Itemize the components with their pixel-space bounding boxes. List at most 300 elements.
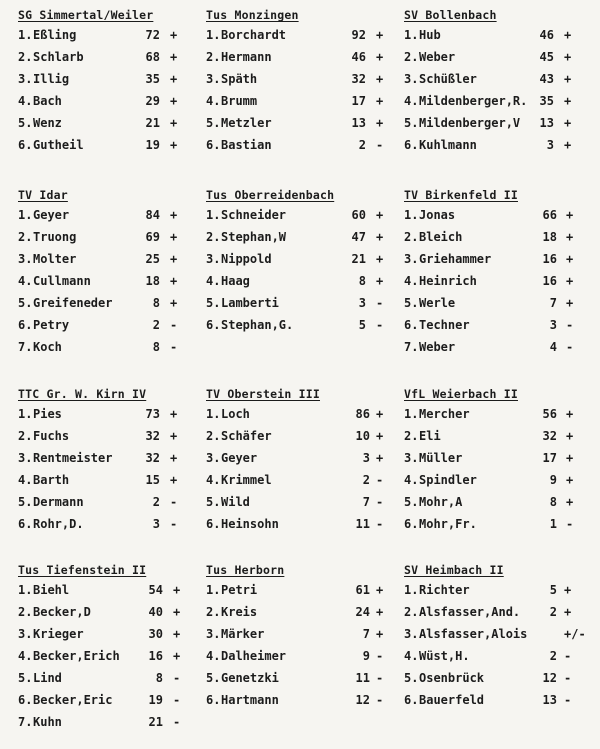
player-rank: 4.: [404, 274, 419, 288]
player-row: [404, 495, 594, 517]
player-score: 11: [355, 517, 370, 531]
player-row: [404, 94, 594, 116]
player-rank: 7.: [404, 340, 419, 354]
player-score: 5: [549, 583, 557, 597]
player-sign: +: [170, 72, 178, 86]
player-score: 8: [155, 671, 163, 685]
player-rank: 3.: [404, 72, 419, 86]
player-score: 43: [539, 72, 554, 86]
player-score: 2: [362, 473, 370, 487]
player-name: Müller: [419, 451, 463, 465]
player-rank: 2.: [206, 230, 221, 244]
player-row: [206, 649, 396, 671]
player-name: Brumm: [221, 94, 258, 108]
player-rank: 4.: [18, 94, 33, 108]
player-row: [206, 116, 396, 138]
player-sign: -: [376, 671, 384, 685]
player-name: Genetzki: [221, 671, 279, 685]
player-row: [18, 340, 208, 362]
player-rank: 3.: [404, 451, 419, 465]
player-name: Greifeneder: [33, 296, 113, 310]
player-sign: -: [376, 138, 384, 152]
player-score: 8: [152, 296, 160, 310]
player-sign: +: [376, 230, 384, 244]
player-sign: +: [564, 583, 572, 597]
player-rank: 1.: [404, 28, 419, 42]
player-score: 7: [362, 495, 370, 509]
player-score: 40: [148, 605, 163, 619]
player-name: Werle: [419, 296, 456, 310]
player-row: [18, 605, 208, 627]
player-name: Becker,Erich: [33, 649, 120, 663]
player-name: Metzler: [221, 116, 272, 130]
team-block: [18, 563, 208, 737]
player-row: [206, 473, 396, 495]
player-name: Eßling: [33, 28, 77, 42]
player-sign: +: [566, 451, 574, 465]
player-sign: +: [376, 429, 384, 443]
player-row: [18, 296, 208, 318]
player-score: 2: [152, 495, 160, 509]
player-row: [404, 407, 594, 429]
player-score: 12: [355, 693, 370, 707]
team-block: [404, 563, 594, 715]
player-name: Richter: [419, 583, 470, 597]
player-name: Bach: [33, 94, 62, 108]
team-block: [404, 8, 594, 160]
player-name: Illig: [33, 72, 70, 86]
player-row: [404, 208, 594, 230]
player-score: 9: [549, 473, 557, 487]
player-name: Spindler: [419, 473, 477, 487]
player-row: [206, 693, 396, 715]
player-rank: 4.: [404, 649, 419, 663]
player-row: [404, 318, 594, 340]
player-name: Mildenberger,V: [419, 116, 521, 130]
player-score: 11: [355, 671, 370, 685]
player-rank: 4.: [206, 473, 221, 487]
player-row: [404, 693, 594, 715]
player-rank: 1.: [404, 208, 419, 222]
player-name: Becker,D: [33, 605, 91, 619]
player-sign: -: [376, 517, 384, 531]
player-row: [404, 138, 594, 160]
player-rank: 6.: [18, 693, 33, 707]
player-rank: 1.: [18, 208, 33, 222]
player-sign: +: [173, 649, 181, 663]
player-row: [18, 72, 208, 94]
player-sign: -: [376, 693, 384, 707]
player-sign: +: [376, 605, 384, 619]
player-rank: 6.: [404, 138, 419, 152]
player-sign: +: [566, 230, 574, 244]
player-rank: 5.: [206, 296, 221, 310]
player-rank: 6.: [404, 693, 419, 707]
player-score: 46: [539, 28, 554, 42]
player-rank: 2.: [404, 230, 419, 244]
player-sign: +: [173, 627, 181, 641]
player-sign: +: [564, 72, 572, 86]
player-score: 4: [549, 340, 557, 354]
player-score: 13: [539, 116, 554, 130]
player-row: [18, 50, 208, 72]
player-rank: 2.: [404, 429, 419, 443]
player-name: Schäfer: [221, 429, 272, 443]
player-sign: -: [170, 517, 178, 531]
player-name: Petry: [33, 318, 70, 332]
player-rank: 4.: [404, 473, 419, 487]
player-score: 86: [355, 407, 370, 421]
player-rank: 3.: [206, 627, 221, 641]
player-name: Kreis: [221, 605, 258, 619]
player-sign: +: [170, 138, 178, 152]
player-row: [18, 583, 208, 605]
player-name: Hub: [419, 28, 441, 42]
team-block: [206, 8, 396, 160]
player-name: Wenz: [33, 116, 62, 130]
player-name: Lamberti: [221, 296, 279, 310]
player-sign: +: [566, 473, 574, 487]
player-name: Petri: [221, 583, 258, 597]
player-score: 60: [351, 208, 366, 222]
player-rank: 5.: [206, 671, 221, 685]
player-score: 69: [145, 230, 160, 244]
team-block: [206, 188, 396, 340]
player-row: [206, 252, 396, 274]
team-name: SV Bollenbach: [404, 8, 497, 22]
player-name: Alsfasser,Alois: [419, 627, 528, 641]
player-name: Hartmann: [221, 693, 279, 707]
player-name: Cullmann: [33, 274, 91, 288]
player-rank: 5.: [18, 671, 33, 685]
player-score: 92: [351, 28, 366, 42]
player-rank: 3.: [18, 627, 33, 641]
player-score: 7: [549, 296, 557, 310]
player-name: Krimmel: [221, 473, 272, 487]
player-rank: 5.: [18, 116, 33, 130]
player-score: 18: [145, 274, 160, 288]
player-name: Fuchs: [33, 429, 70, 443]
player-name: Geyer: [33, 208, 70, 222]
player-name: Truong: [33, 230, 77, 244]
team-block: [206, 563, 396, 715]
player-rank: 1.: [206, 28, 221, 42]
team-block: [18, 8, 208, 160]
player-sign: -: [170, 318, 178, 332]
player-name: Becker,Eric: [33, 693, 113, 707]
player-rank: 4.: [404, 94, 419, 108]
player-rank: 2.: [18, 605, 33, 619]
player-score: 15: [145, 473, 160, 487]
player-sign: +: [376, 208, 384, 222]
player-sign: +: [170, 116, 178, 130]
player-name: Heinsohn: [221, 517, 279, 531]
player-score: 18: [542, 230, 557, 244]
player-name: Stephan,W: [221, 230, 287, 244]
player-row: [206, 138, 396, 160]
player-score: 54: [148, 583, 163, 597]
player-row: [18, 693, 208, 715]
player-sign: -: [564, 649, 572, 663]
player-row: [404, 28, 594, 50]
player-score: 66: [542, 208, 557, 222]
player-row: [404, 473, 594, 495]
player-rank: 2.: [206, 605, 221, 619]
player-rank: 3.: [206, 252, 221, 266]
player-rank: 5.: [206, 116, 221, 130]
player-row: [18, 138, 208, 160]
player-sign: -: [376, 473, 384, 487]
player-score: 32: [145, 451, 160, 465]
player-rank: 1.: [206, 407, 221, 421]
player-name: Geyer: [221, 451, 258, 465]
player-sign: +: [170, 407, 178, 421]
player-score: 2: [549, 649, 557, 663]
player-score: 32: [542, 429, 557, 443]
player-sign: +: [376, 252, 384, 266]
player-row: [206, 318, 396, 340]
player-rank: 4.: [206, 274, 221, 288]
team-block: [18, 188, 208, 362]
player-rank: 3.: [404, 627, 419, 641]
player-name: Barth: [33, 473, 70, 487]
player-score: 8: [358, 274, 366, 288]
player-score: 29: [145, 94, 160, 108]
player-sign: +: [566, 208, 574, 222]
player-name: Jonas: [419, 208, 456, 222]
player-score: 1: [549, 517, 557, 531]
player-name: Dermann: [33, 495, 84, 509]
player-row: [18, 627, 208, 649]
player-name: Dalheimer: [221, 649, 287, 663]
player-score: 13: [542, 693, 557, 707]
player-row: [404, 230, 594, 252]
player-name: Haag: [221, 274, 250, 288]
player-rank: 2.: [18, 230, 33, 244]
player-name: Rentmeister: [33, 451, 113, 465]
player-score: 84: [145, 208, 160, 222]
player-row: [404, 50, 594, 72]
player-name: Mohr,Fr.: [419, 517, 477, 531]
player-rank: 2.: [404, 50, 419, 64]
player-rank: 5.: [18, 296, 33, 310]
team-name: SG Simmertal/Weiler: [18, 8, 154, 22]
player-score: 16: [542, 274, 557, 288]
player-score: 25: [145, 252, 160, 266]
player-sign: +: [170, 50, 178, 64]
player-row: [206, 50, 396, 72]
player-sign: -: [564, 671, 572, 685]
player-score: 3: [546, 138, 554, 152]
player-name: Bauerfeld: [419, 693, 485, 707]
player-name: Hermann: [221, 50, 272, 64]
player-rank: 5.: [404, 495, 419, 509]
player-name: Eli: [419, 429, 441, 443]
player-name: Mercher: [419, 407, 470, 421]
player-sign: -: [170, 495, 178, 509]
player-score: 8: [549, 495, 557, 509]
team-name: TTC Gr. W. Kirn IV: [18, 387, 147, 401]
player-sign: +: [170, 451, 178, 465]
player-row: [18, 649, 208, 671]
player-score: 2: [152, 318, 160, 332]
player-name: Borchardt: [221, 28, 287, 42]
player-name: Märker: [221, 627, 265, 641]
player-score: 3: [358, 296, 366, 310]
player-score: 30: [148, 627, 163, 641]
team-name: Tus Herborn: [206, 563, 285, 577]
player-row: [404, 605, 594, 627]
player-rank: 1.: [404, 407, 419, 421]
player-rank: 1.: [18, 583, 33, 597]
player-name: Krieger: [33, 627, 84, 641]
player-score: 61: [355, 583, 370, 597]
player-score: 21: [145, 116, 160, 130]
player-score: 72: [145, 28, 160, 42]
player-sign: +: [170, 94, 178, 108]
player-score: 17: [351, 94, 366, 108]
player-rank: 4.: [18, 274, 33, 288]
player-rank: 1.: [206, 208, 221, 222]
player-row: [404, 649, 594, 671]
player-rank: 2.: [206, 429, 221, 443]
player-score: 17: [542, 451, 557, 465]
player-score: 56: [542, 407, 557, 421]
team-name: TV Birkenfeld II: [404, 188, 518, 202]
player-rank: 3.: [18, 252, 33, 266]
player-score: 32: [145, 429, 160, 443]
player-row: [206, 230, 396, 252]
player-rank: 5.: [404, 296, 419, 310]
player-rank: 6.: [18, 138, 33, 152]
player-sign: +: [170, 429, 178, 443]
team-name: VfL Weierbach II: [404, 387, 518, 401]
player-rank: 6.: [206, 693, 221, 707]
player-sign: +: [376, 583, 384, 597]
player-score: 19: [148, 693, 163, 707]
player-rank: 5.: [404, 671, 419, 685]
player-sign: -: [173, 671, 181, 685]
player-rank: 4.: [206, 649, 221, 663]
player-row: [206, 28, 396, 50]
player-score: 3: [549, 318, 557, 332]
player-name: Späth: [221, 72, 258, 86]
player-rank: 1.: [18, 407, 33, 421]
player-row: [404, 252, 594, 274]
player-score: 24: [355, 605, 370, 619]
player-row: [18, 495, 208, 517]
player-name: Nippold: [221, 252, 272, 266]
player-sign: -: [173, 693, 181, 707]
player-row: [404, 429, 594, 451]
player-sign: -: [376, 649, 384, 663]
player-rank: 6.: [206, 318, 221, 332]
player-name: Biehl: [33, 583, 70, 597]
player-score: 9: [362, 649, 370, 663]
player-row: [18, 429, 208, 451]
player-rank: 6.: [18, 318, 33, 332]
player-sign: +: [566, 296, 574, 310]
player-sign: -: [376, 495, 384, 509]
player-name: Wild: [221, 495, 250, 509]
player-sign: +: [566, 274, 574, 288]
player-rank: 6.: [206, 138, 221, 152]
player-row: [18, 230, 208, 252]
player-row: [18, 517, 208, 539]
player-rank: 5.: [404, 116, 419, 130]
player-row: [206, 208, 396, 230]
player-row: [18, 274, 208, 296]
player-score: 13: [351, 116, 366, 130]
player-row: [18, 318, 208, 340]
player-row: [206, 517, 396, 539]
player-sign: +: [376, 274, 384, 288]
player-row: [18, 252, 208, 274]
player-row: [206, 605, 396, 627]
player-name: Weber: [419, 50, 456, 64]
player-sign: -: [566, 517, 574, 531]
player-name: Kuhn: [33, 715, 62, 729]
player-name: Pies: [33, 407, 62, 421]
player-sign: +/-: [564, 627, 586, 641]
player-name: Lind: [33, 671, 62, 685]
player-score: 3: [152, 517, 160, 531]
player-score: 16: [148, 649, 163, 663]
player-sign: +: [564, 94, 572, 108]
player-score: 73: [145, 407, 160, 421]
player-row: [404, 72, 594, 94]
player-score: 2: [549, 605, 557, 619]
player-row: [206, 94, 396, 116]
player-rank: 4.: [18, 473, 33, 487]
player-name: Bastian: [221, 138, 272, 152]
player-score: 2: [358, 138, 366, 152]
player-row: [404, 671, 594, 693]
player-sign: +: [376, 28, 384, 42]
player-rank: 3.: [404, 252, 419, 266]
player-name: Osenbrück: [419, 671, 485, 685]
player-sign: +: [564, 605, 572, 619]
player-sign: +: [564, 28, 572, 42]
player-row: [206, 495, 396, 517]
player-sign: +: [564, 138, 572, 152]
player-row: [206, 296, 396, 318]
player-sign: -: [173, 715, 181, 729]
player-rank: 2.: [18, 429, 33, 443]
player-rank: 2.: [18, 50, 33, 64]
player-sign: +: [564, 116, 572, 130]
team-name: SV Heimbach II: [404, 563, 504, 577]
player-row: [404, 517, 594, 539]
player-sign: -: [566, 340, 574, 354]
player-row: [18, 407, 208, 429]
player-sign: +: [376, 627, 384, 641]
team-name: TV Idar: [18, 188, 68, 202]
player-sign: +: [376, 451, 384, 465]
player-row: [206, 451, 396, 473]
player-sign: +: [170, 208, 178, 222]
player-rank: 3.: [206, 451, 221, 465]
player-name: Stephan,G.: [221, 318, 294, 332]
player-row: [18, 28, 208, 50]
player-rank: 4.: [206, 94, 221, 108]
player-row: [206, 429, 396, 451]
player-sign: +: [564, 50, 572, 64]
team-block: [18, 387, 208, 539]
player-name: Schüßler: [419, 72, 477, 86]
player-sign: -: [376, 296, 384, 310]
player-sign: +: [170, 230, 178, 244]
